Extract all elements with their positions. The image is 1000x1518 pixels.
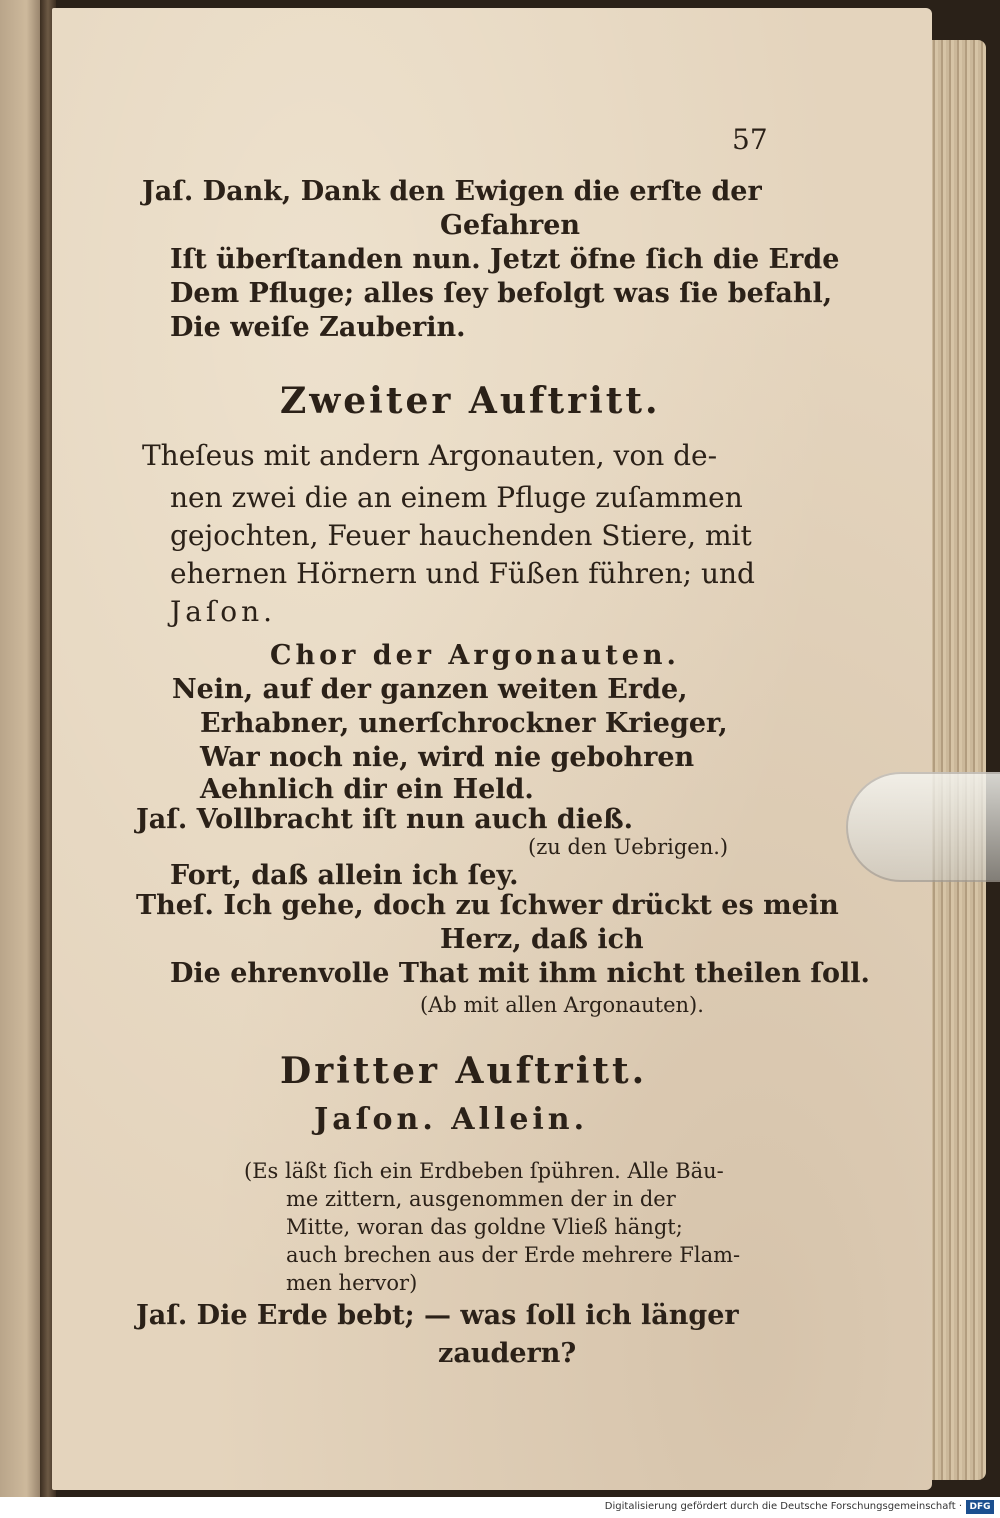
- text-line: Jaſ. Dank, Dank den Ewigen die erſte der: [142, 176, 762, 207]
- scene-heading: Zweiter Auftritt.: [280, 380, 661, 422]
- stage-direction-line: gejochten, Feuer hauchenden Stiere, mit: [170, 519, 752, 552]
- page-number: 57: [732, 123, 768, 156]
- stage-direction-line: me zittern, ausgenommen der in der: [286, 1187, 676, 1211]
- text-line: Fort, daß allein ich ſey.: [170, 860, 519, 891]
- chorus-heading: Chor der Argonauten.: [270, 640, 680, 671]
- stage-direction-line: auch brechen aus der Erde mehrere Flam-: [286, 1243, 741, 1267]
- speaker-heading: Jaſon. Allein.: [314, 1102, 589, 1137]
- text-line: Die weiſe Zauberin.: [170, 312, 466, 343]
- dfg-logo-icon: DFG: [966, 1500, 994, 1514]
- text-line: Die ehrenvolle That mit ihm nicht theilen ſoll.: [170, 958, 870, 989]
- verse-line: Nein, auf der ganzen weiten Erde,: [172, 674, 688, 705]
- text-line: Dem Pfluge; alles ſey befolgt was ſie befahl,: [170, 278, 833, 309]
- footer-credit: Digitalisierung gefördert durch die Deutsche Forschungsgemeinschaft ·: [604, 1501, 962, 1512]
- stage-direction: (zu den Uebrigen.): [528, 835, 729, 859]
- stage-direction: (Ab mit allen Argonauten).: [420, 993, 704, 1017]
- verse-line: Erhabner, unerſchrockner Krieger,: [200, 708, 728, 739]
- stage-direction-line: nen zwei die an einem Pfluge zuſammen: [170, 481, 743, 514]
- text-line: Iſt überſtanden nun. Jetzt öfne ſich die Erde: [170, 244, 840, 275]
- stage-direction-line: Mitte, woran das goldne Vließ hängt;: [286, 1215, 683, 1239]
- page-clip: [846, 772, 1000, 882]
- text-line: Gefahren: [440, 210, 581, 241]
- text-line: zaudern?: [438, 1338, 577, 1369]
- stage-direction-line: (Es läßt ſich ein Erdbeben ſpühren. Alle Bäu-: [244, 1159, 724, 1183]
- stage-direction-line: Theſeus mit andern Argonauten, von de-: [142, 439, 718, 472]
- text-line: Theſ. Ich gehe, doch zu ſchwer drückt es mein: [136, 890, 839, 921]
- footer-bar: [0, 1497, 1000, 1518]
- scene-heading: Dritter Auftritt.: [280, 1050, 648, 1092]
- text-line: Jaſ. Die Erde bebt; — was ſoll ich länger: [136, 1300, 739, 1331]
- verse-line: Aehnlich dir ein Held.: [200, 774, 534, 805]
- left-page-edge: [0, 0, 44, 1497]
- text-line: Herz, daß ich: [440, 924, 644, 955]
- text-line: Jaſ. Vollbracht iſt nun auch dieß.: [136, 804, 634, 835]
- verse-line: War noch nie, wird nie gebohren: [200, 742, 695, 773]
- stage-direction-line: men hervor): [286, 1271, 418, 1295]
- stage-direction-line: Jaſon.: [170, 595, 277, 628]
- stage-direction-line: ehernen Hörnern und Füßen führen; und: [170, 557, 755, 590]
- book-page: [52, 8, 932, 1490]
